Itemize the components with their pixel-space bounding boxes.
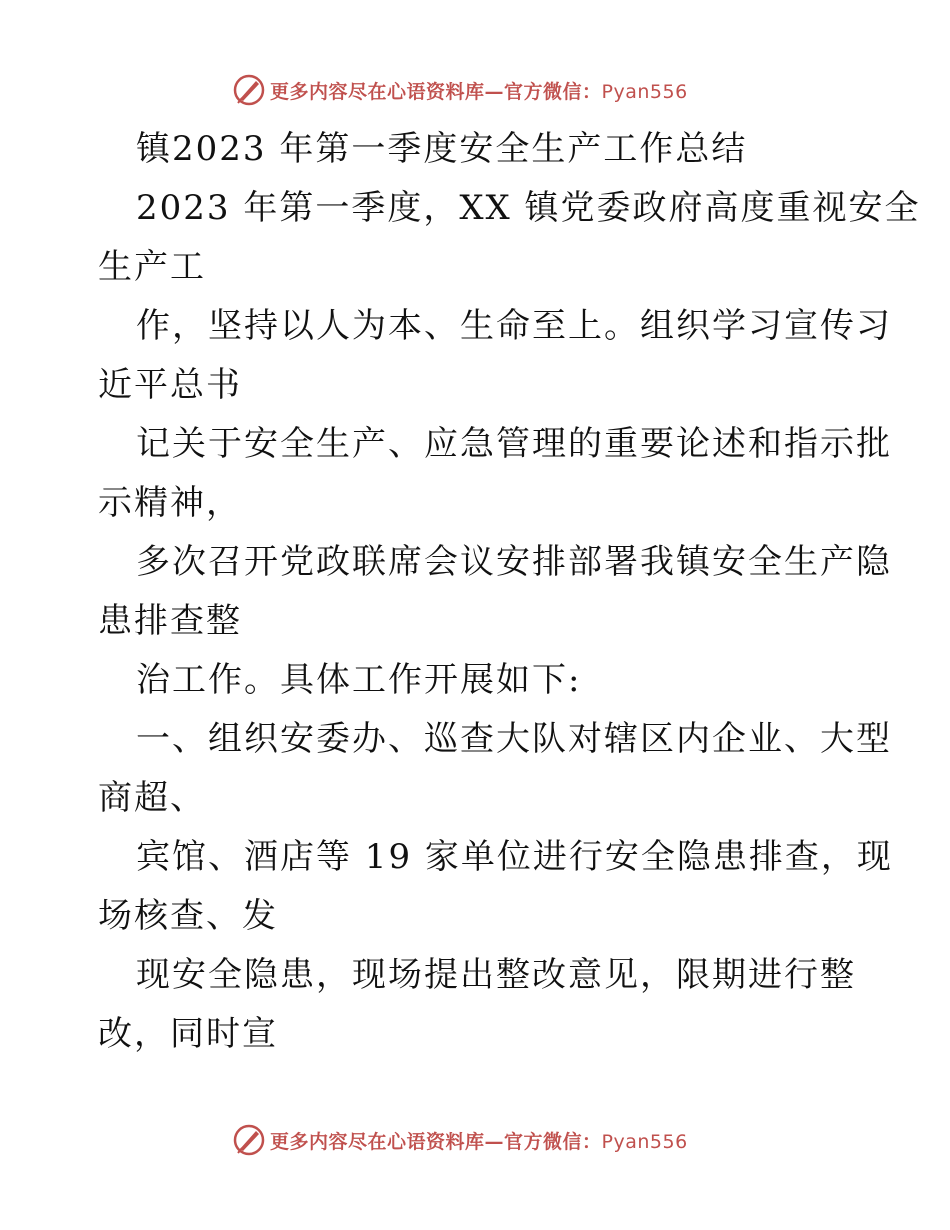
paragraph-line: 记关于安全生产、应急管理的重要论述和指示批	[136, 424, 892, 464]
paragraph-line: 患排查整	[98, 601, 242, 641]
paragraph-line: 2023 年第一季度，XX 镇党委政府高度重视安全	[136, 188, 921, 228]
paragraph-line: 宾馆、酒店等 19 家单位进行安全隐患排查，现	[136, 837, 893, 877]
paragraph-line: 治工作。具体工作开展如下:	[136, 660, 582, 700]
document-body	[98, 120, 921, 1064]
header-banner	[232, 70, 688, 110]
paragraph-line: 作，坚持以人为本、生命至上。组织学习宣传习	[136, 306, 892, 346]
footer-banner	[232, 1120, 688, 1160]
quill-logo-icon	[232, 73, 266, 107]
paragraph-line: 示精神，	[98, 483, 242, 523]
header-wechat-id: Pyan556	[601, 80, 688, 103]
paragraph-line: 现安全隐患，现场提出整改意见，限期进行整	[136, 955, 856, 995]
header-promo-text: 更多内容尽在心语资料库—官方微信：	[270, 80, 602, 103]
paragraph-line: 场核查、发	[98, 896, 278, 936]
document-title: 镇2023 年第一季度安全生产工作总结	[136, 129, 748, 169]
paragraph-line: 近平总书	[98, 365, 242, 405]
footer-promo-text: 更多内容尽在心语资料库—官方微信：	[270, 1130, 602, 1153]
paragraph-line: 改，同时宣	[98, 1014, 278, 1054]
paragraph-line: 商超、	[98, 778, 206, 818]
paragraph-line: 生产工	[98, 247, 206, 287]
quill-logo-icon	[232, 1123, 266, 1157]
paragraph-line: 多次召开党政联席会议安排部署我镇安全生产隐	[136, 542, 892, 582]
footer-wechat-id: Pyan556	[601, 1130, 688, 1153]
paragraph-line: 一、组织安委办、巡查大队对辖区内企业、大型	[136, 719, 892, 759]
